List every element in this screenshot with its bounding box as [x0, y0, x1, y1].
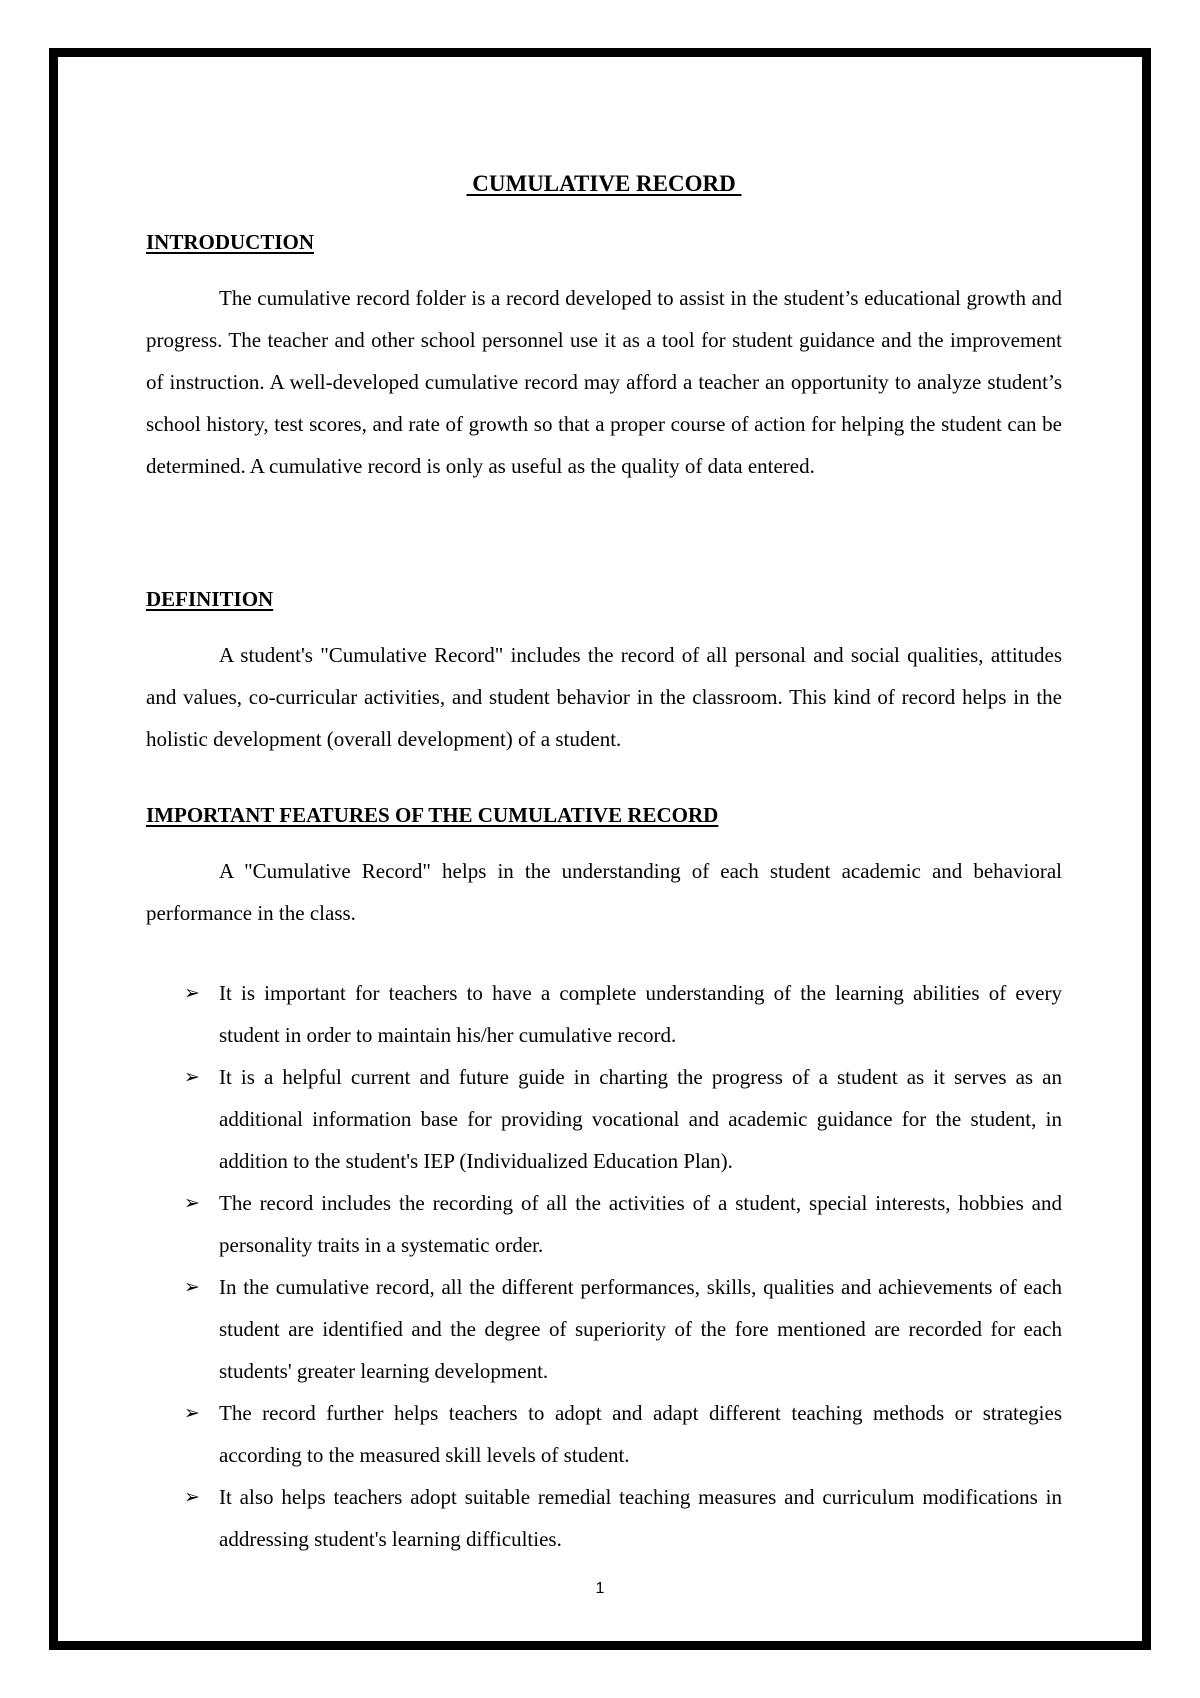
list-item — [146, 1056, 1062, 1182]
list-item — [146, 1392, 1062, 1476]
list-item — [146, 972, 1062, 1056]
arrowhead-bullet-icon: ➢ — [184, 1192, 200, 1214]
list-item — [146, 1266, 1062, 1392]
list-item — [146, 1476, 1062, 1560]
arrowhead-bullet-icon: ➢ — [184, 1276, 200, 1298]
introduction-paragraph: The cumulative record folder is a record developed to assist in the student’s educational growth and progress. The teacher and other school personnel use it as a tool for student guidance and the improvement of instruction. A well-developed cumulative record may afford a teacher an opportunity to analyze student’s school history, test scores, and rate of growth so that a proper course of action for helping the student can be determined. A cumulative record is only as useful as the quality of data entered. — [146, 286, 1062, 478]
arrowhead-bullet-icon: ➢ — [184, 982, 200, 1004]
list-item-text: The record includes the recording of all the activities of a student, special interests, hobbies and personality traits in a systematic order. — [219, 1191, 1062, 1257]
page-number: 1 — [595, 1580, 605, 1597]
page-title: CUMULATIVE RECORD — [466, 171, 742, 196]
list-item — [146, 1182, 1062, 1266]
arrowhead-bullet-icon: ➢ — [184, 1066, 200, 1088]
features-bullet-list — [146, 972, 1062, 1560]
introduction-heading: INTRODUCTION — [146, 230, 315, 254]
list-item-text: It also helps teachers adopt suitable remedial teaching measures and curriculum modifications in addressing student's learning difficulties. — [219, 1485, 1062, 1551]
list-item-text: It is important for teachers to have a complete understanding of the learning abilities of every student in order to maintain his/her cumulative record. — [219, 981, 1062, 1047]
definition-paragraph: A student's "Cumulative Record" includes the record of all personal and social qualities, attitudes and values, co-curricular activities, and student behavior in the classroom. This kind of record helps in the holistic development (overall development) of a student. — [146, 643, 1062, 751]
definition-heading: DEFINITION — [146, 587, 274, 611]
list-item-text: It is a helpful current and future guide in charting the progress of a student as it serves as an additional information base for providing vocational and academic guidance for the student, in addition to the student's IEP (Individualized Education Plan). — [219, 1065, 1062, 1173]
features-paragraph: A "Cumulative Record" helps in the understanding of each student academic and behavioral performance in the class. — [146, 859, 1062, 925]
features-heading: IMPORTANT FEATURES OF THE CUMULATIVE RECORD — [146, 803, 719, 827]
arrowhead-bullet-icon: ➢ — [184, 1402, 200, 1424]
list-item-text: The record further helps teachers to adopt and adapt different teaching methods or strategies according to the measured skill levels of student. — [219, 1401, 1062, 1467]
list-item-text: In the cumulative record, all the different performances, skills, qualities and achievements of each student are identified and the degree of superiority of the fore mentioned are recorded for each students' greater learning development. — [219, 1275, 1062, 1383]
arrowhead-bullet-icon: ➢ — [184, 1486, 200, 1508]
